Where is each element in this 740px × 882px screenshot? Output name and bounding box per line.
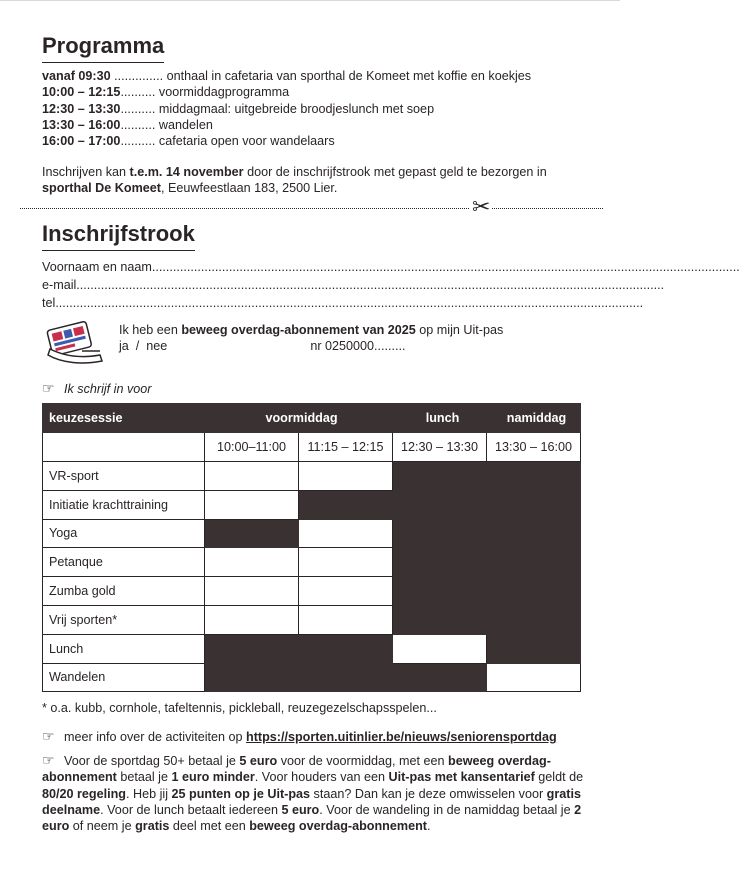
time-slot: 12:30 – 13:30: [393, 433, 487, 462]
session-checkbox-cell[interactable]: [205, 577, 299, 606]
info-line: [42, 728, 557, 745]
email-dots: ........................................................................................................................................................................: [76, 278, 665, 292]
table-row: [43, 519, 581, 548]
schedule-list: [42, 68, 602, 149]
reg-location: sporthal De Komeet: [42, 181, 161, 196]
tel-field[interactable]: [42, 295, 644, 311]
schedule-time: 10:00 – 12:15: [42, 85, 121, 100]
price-segment: of neem je: [69, 819, 136, 834]
uitpas-text: Ik heb een: [119, 323, 182, 337]
session-unavailable-cell: [487, 634, 581, 663]
header-namiddag: namiddag: [487, 404, 581, 433]
pointing-hand-icon: ☞: [42, 728, 55, 744]
uitpas-question: [119, 322, 579, 354]
session-unavailable-cell: [487, 462, 581, 491]
session-unavailable-cell: [487, 605, 581, 634]
session-label: Wandelen: [43, 663, 205, 692]
reg-deadline: t.e.m. 14 november: [129, 165, 244, 179]
session-label: Petanque: [43, 548, 205, 577]
table-row: [43, 605, 581, 634]
session-unavailable-cell: [393, 519, 487, 548]
price-info: [42, 752, 587, 834]
price-segment: .: [426, 819, 431, 834]
session-unavailable-cell: [205, 634, 299, 663]
programma-title: Programma: [42, 33, 164, 63]
schedule-row: [42, 68, 602, 84]
email-label: e-mail: [42, 278, 77, 292]
time-slot: 10:00–11:00: [205, 433, 299, 462]
signup-intro: [42, 380, 151, 397]
price-segment: . Voor de lunch betaalt iedereen: [100, 802, 282, 817]
uitpas-text: op mijn Uit-pas: [415, 323, 504, 337]
session-label: Lunch: [43, 634, 205, 663]
pointing-hand-icon: ☞: [42, 752, 55, 768]
schedule-row: [42, 117, 602, 133]
price-segment: staan? Dan kan je deze omwisselen voor: [310, 786, 547, 801]
price-segment: . Heb jij: [126, 786, 172, 801]
reg-text: Inschrijven kan: [42, 165, 130, 179]
price-segment: voor de voormiddag, met een: [277, 754, 449, 768]
schedule-dots: ..........: [120, 85, 156, 100]
uitpas-number-label: nr 0250000: [310, 339, 375, 353]
inschrijfstrook-title: Inschrijfstrook: [42, 221, 195, 251]
schedule-time: 12:30 – 13:30: [42, 101, 121, 116]
info-text: meer info over de activiteiten op: [64, 730, 247, 744]
cut-line: [20, 208, 603, 209]
price-segment: deel met een: [169, 819, 250, 834]
time-slot: 11:15 – 12:15: [299, 433, 393, 462]
price-emphasis: beweeg overdag-abonnement: [249, 819, 427, 834]
session-unavailable-cell: [299, 663, 393, 692]
price-segment: . Voor de wandeling in de namiddag betaal je: [319, 802, 575, 817]
session-checkbox-cell[interactable]: [205, 462, 299, 491]
price-segment: betaal je: [116, 770, 172, 785]
session-unavailable-cell: [487, 577, 581, 606]
session-label: VR-sport: [43, 462, 205, 491]
session-unavailable-cell: [487, 548, 581, 577]
schedule-dots: ..........: [120, 117, 156, 132]
table-row: [43, 462, 581, 491]
schedule-time: vanaf 09:30: [42, 69, 111, 83]
schedule-desc: voormiddagprogramma: [155, 85, 290, 100]
price-emphasis: gratis deelname: [42, 786, 581, 817]
table-row: [43, 490, 581, 519]
session-checkbox-cell[interactable]: [299, 605, 393, 634]
schedule-desc: wandelen: [155, 117, 213, 132]
schedule-desc: cafetaria open voor wandelaars: [155, 134, 335, 149]
schedule-time: 16:00 – 17:00: [42, 134, 121, 149]
price-emphasis: Uit-pas met kansentarief: [388, 770, 535, 785]
header-empty: [43, 433, 205, 462]
session-unavailable-cell: [299, 490, 393, 519]
schedule-time: 13:30 – 16:00: [42, 117, 121, 132]
session-checkbox-cell[interactable]: [487, 663, 581, 692]
session-checkbox-cell[interactable]: [299, 519, 393, 548]
session-unavailable-cell: [393, 462, 487, 491]
session-label: Yoga: [43, 519, 205, 548]
uitpas-card-icon: [42, 315, 106, 365]
price-segment: Voor de sportdag 50+ betaal je: [64, 754, 240, 768]
email-field[interactable]: [42, 277, 665, 293]
session-label: Initiatie krachttraining: [43, 490, 205, 519]
name-dots: ........................................................................................................................................................................: [151, 260, 740, 274]
session-table: [42, 403, 581, 692]
name-label: Voornaam en naam: [42, 260, 152, 274]
session-unavailable-cell: [393, 490, 487, 519]
price-emphasis: beweeg overdag-abonnement: [42, 754, 551, 785]
price-emphasis: 1 euro minder: [171, 770, 255, 785]
registration-info: [42, 164, 587, 197]
session-checkbox-cell[interactable]: [299, 577, 393, 606]
table-row: [43, 577, 581, 606]
header-keuzesessie: keuzesessie: [43, 404, 205, 433]
session-unavailable-cell: [487, 519, 581, 548]
header-voormiddag: voormiddag: [205, 404, 393, 433]
uitpas-subscription: beweeg overdag-abonnement van 2025: [181, 323, 416, 337]
session-unavailable-cell: [205, 519, 299, 548]
price-segment: geldt de: [534, 770, 584, 785]
session-checkbox-cell[interactable]: [205, 605, 299, 634]
price-text: [42, 754, 583, 833]
header-lunch: lunch: [393, 404, 487, 433]
table-row: [43, 663, 581, 692]
reg-address: , Eeuwfeestlaan 183, 2500 Lier.: [160, 181, 338, 196]
price-emphasis: 80/20 regeling: [42, 786, 126, 801]
session-unavailable-cell: [393, 548, 487, 577]
tel-label: tel: [42, 296, 56, 310]
session-unavailable-cell: [393, 577, 487, 606]
scissors-icon: ✂: [472, 194, 491, 219]
schedule-row: [42, 84, 602, 100]
session-checkbox-cell[interactable]: [205, 548, 299, 577]
price-emphasis: 2 euro: [42, 802, 582, 834]
signup-intro-text: Ik schrijf in voor: [64, 382, 152, 396]
price-emphasis: 5 euro: [281, 802, 320, 817]
schedule-dots: ..........: [120, 101, 156, 116]
session-label: Vrij sporten*: [43, 605, 205, 634]
session-unavailable-cell: [393, 605, 487, 634]
reg-text: door de inschrijfstrook met gepast geld te bezorgen in: [243, 165, 547, 179]
session-unavailable-cell: [205, 663, 299, 692]
pointing-hand-icon: ☞: [42, 380, 55, 396]
price-emphasis: 5 euro: [239, 754, 278, 768]
session-checkbox-cell[interactable]: [393, 634, 487, 663]
tel-dots: ........................................................................................................................................................................: [55, 296, 644, 310]
session-checkbox-cell[interactable]: [299, 462, 393, 491]
price-emphasis: gratis: [135, 819, 170, 834]
price-segment: . Voor houders van een: [254, 770, 389, 785]
footnote: * o.a. kubb, cornhole, tafeltennis, pickleball, reuzegezelschapsspelen...: [42, 701, 437, 715]
session-unavailable-cell: [487, 490, 581, 519]
session-label: Zumba gold: [43, 577, 205, 606]
session-checkbox-cell[interactable]: [299, 548, 393, 577]
name-field[interactable]: [42, 259, 740, 275]
info-link[interactable]: https://sporten.uitinlier.be/nieuws/seniorensportdag: [246, 730, 557, 744]
session-unavailable-cell: [299, 634, 393, 663]
table-row: [43, 634, 581, 663]
time-slot: 13:30 – 16:00: [487, 433, 581, 462]
schedule-desc: onthaal in cafetaria van sporthal de Komeet met koffie en koekjes: [163, 69, 532, 83]
schedule-row: [42, 101, 602, 117]
schedule-dots: ..............: [110, 69, 164, 83]
schedule-dots: ..........: [120, 134, 156, 149]
schedule-row: [42, 133, 602, 149]
uitpas-number-dots[interactable]: .........: [374, 339, 406, 353]
schedule-desc: middagmaal: uitgebreide broodjeslunch met soep: [155, 101, 435, 116]
session-unavailable-cell: [393, 663, 487, 692]
price-emphasis: 25 punten op je Uit-pas: [171, 786, 311, 801]
table-row: [43, 548, 581, 577]
uitpas-yes-no[interactable]: ja / nee: [119, 339, 168, 353]
session-checkbox-cell[interactable]: [205, 490, 299, 519]
top-border: [0, 0, 620, 1]
